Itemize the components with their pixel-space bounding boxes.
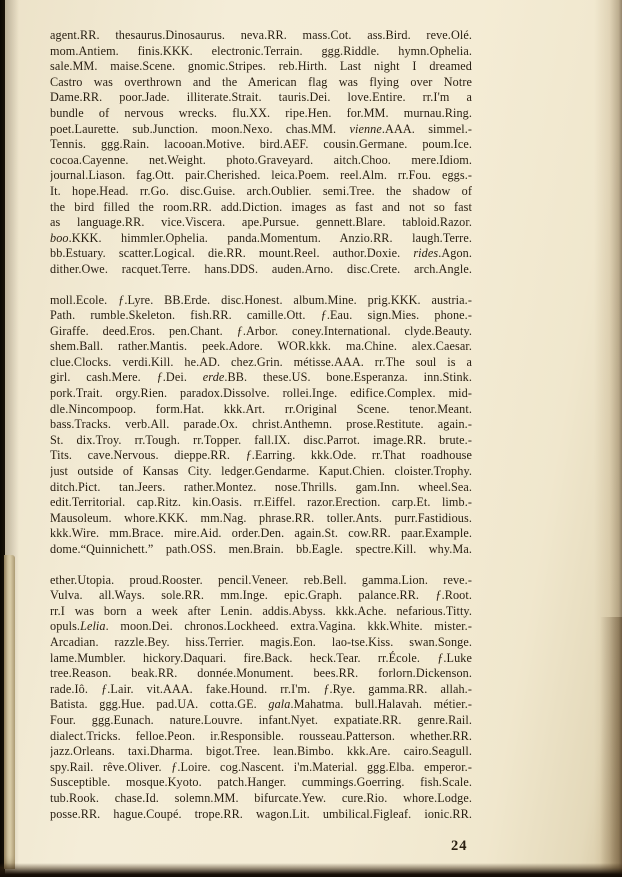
text-line: kkk.Wire. mm.Brace. mire.Aid. order.Den. again.St. cow.RR. paar.Example. <box>50 526 472 541</box>
text-line: Tits. cave.Nervous. dieppe.RR. ƒ.Earring. kkk.Ode. rr.That roadhouse <box>50 448 472 463</box>
text-line: sale.MM. maise.Scene. gnomic.Stripes. reb.Hirth. Last night I dreamed <box>50 59 472 74</box>
text-line: just outside of Kansas City. ledger.Gendarme. Kaput.Chien. cloister.Trophy. <box>50 464 472 479</box>
text-line: rr.I was born a week after Lenin. addis.Abyss. kkk.Ache. nefarious.Titty. <box>50 603 472 618</box>
page-right-edge <box>594 0 622 877</box>
italic-word: ƒ <box>101 681 108 696</box>
italic-word: erde <box>202 370 225 385</box>
italic-word: gala <box>268 697 291 712</box>
text-line: Dame.RR. poor.Jade. illiterate.Strait. tauris.Dei. love.Entire. rr.I'm a <box>50 90 472 105</box>
text-line: posse.RR. hague.Coupé. trope.RR. wagon.Lit. umbilical.Figleaf. ionic.RR. <box>50 806 472 821</box>
stacked-page-edges <box>4 555 15 869</box>
text-line: Tennis. ggg.Rain. lacooan.Motive. bird.AEF. cousin.Germane. poum.Ice. <box>50 137 472 152</box>
page-number: 24 <box>451 838 468 854</box>
text-line: cocoa.Cayenne. net.Weight. photo.Graveyard. aitch.Choo. mere.Idiom. <box>50 152 472 167</box>
text-line: dither.Owe. racquet.Terre. hans.DDS. auden.Arno. disc.Crete. arch.Angle. <box>50 261 472 276</box>
text-line: opuls.Lelia. moon.Dei. chronos.Lockheed. extra.Vagina. kkk.White. mister.- <box>50 619 472 634</box>
text-line: agent.RR. thesaurus.Dinosaurus. neva.RR. mass.Cot. ass.Bird. reve.Olé. <box>50 28 472 42</box>
text-line: clue.Clocks. verdi.Kill. he.AD. chez.Grin. métisse.AAA. rr.The soul is a <box>50 354 472 369</box>
text-line: Path. rumble.Skeleton. fish.RR. camille.Ott. ƒ.Eau. sign.Mies. phone.- <box>50 308 472 323</box>
italic-word: ƒ <box>236 323 243 338</box>
text-line: bundle of nervous wrecks. flu.XX. ripe.Hen. for.MM. murnau.Ring. <box>50 105 472 120</box>
page-bottom-shadow <box>0 863 622 877</box>
italic-word: boo <box>50 230 69 245</box>
text-line: spy.Rail. rêve.Oliver. ƒ.Loire. cog.Nascent. i'm.Material. ggg.Elba. emperor.- <box>50 759 472 774</box>
text-line: Castro was overthrown and the American flag was flying over Notre <box>50 74 472 89</box>
text-line: bass.Tracks. verb.All. parade.Ox. christ.Anthemn. prose.Restitute. again.- <box>50 417 472 432</box>
text-line: boo.KKK. himmler.Ophelia. panda.Momentum. Anzio.RR. laugh.Terre. <box>50 230 472 245</box>
italic-word: ƒ <box>171 759 178 774</box>
paragraph <box>50 28 472 278</box>
text-block <box>50 28 472 837</box>
italic-word: Lelia <box>80 619 106 634</box>
text-line: lame.Mumbler. hickory.Daquari. fire.Back. heck.Tear. rr.École. ƒ.Luke <box>50 650 472 665</box>
text-line: dle.Nincompoop. form.Hat. kkk.Art. rr.Original Scene. tenor.Meant. <box>50 401 472 416</box>
text-line: Arcadian. razzle.Bey. hiss.Terrier. magis.Eon. lao-tse.Kiss. swan.Songe. <box>50 634 472 649</box>
italic-word: ƒ <box>323 681 330 696</box>
text-line: St. dix.Troy. rr.Tough. rr.Topper. fall.IX. disc.Parrot. image.RR. brute.- <box>50 432 472 447</box>
text-line: pork.Trait. orgy.Rien. paradox.Dissolve. rollei.Inge. edifice.Complex. mid- <box>50 386 472 401</box>
italic-word: vienne <box>349 121 382 136</box>
italic-word: rides <box>413 246 439 261</box>
text-line: the bird filled the room.RR. add.Diction. images as fast and not so fast <box>50 199 472 214</box>
italic-word: ƒ <box>118 292 125 307</box>
paragraph <box>50 293 472 558</box>
text-line: ether.Utopia. proud.Rooster. pencil.Veneer. reb.Bell. gamma.Lion. reve.- <box>50 572 472 587</box>
text-line: Mausoleum. whore.KKK. mm.Nag. phrase.RR. toller.Ants. purr.Fastidious. <box>50 510 472 525</box>
italic-word: ƒ <box>437 650 444 665</box>
text-line: girl. cash.Mere. ƒ.Dei. erde.BB. these.US. bone.Esperanza. inn.Stink. <box>50 370 472 385</box>
text-line: as language.RR. vice.Viscera. ape.Pursue. gennett.Blare. tabloid.Razor. <box>50 215 472 230</box>
paragraph <box>50 573 472 823</box>
text-line: edit.Territorial. cap.Ritz. kin.Oasis. rr.Eiffel. razor.Erection. carp.Et. limb.- <box>50 495 472 510</box>
text-line: shem.Ball. rather.Mantis. peek.Adore. WOR.kkk. ma.Chine. alex.Caesar. <box>50 339 472 354</box>
text-line: poet.Laurette. sub.Junction. moon.Nexo. chas.MM. vienne.AAA. simmel.- <box>50 121 472 136</box>
italic-word: ƒ <box>435 588 442 603</box>
text-line: Giraffe. deed.Eros. pen.Chant. ƒ.Arbor. coney.International. clyde.Beauty. <box>50 323 472 338</box>
text-line: tub.Rook. chase.Id. solemn.MM. bifurcate.Yew. cure.Rio. whore.Lodge. <box>50 790 472 805</box>
text-line: journal.Liason. fag.Ott. pair.Cherished. leica.Poem. reel.Alm. rr.Fou. eggs.- <box>50 168 472 183</box>
text-line: dialect.Tricks. felloe.Peon. ir.Responsible. rousseau.Patterson. whether.RR. <box>50 728 472 743</box>
text-line: Vulva. all.Ways. sole.RR. mm.Inge. epic.Graph. palance.RR. ƒ.Root. <box>50 588 472 603</box>
text-line: moll.Ecole. ƒ.Lyre. BB.Erde. disc.Honest. album.Mine. prig.KKK. austria.- <box>50 292 472 307</box>
text-line: Four. ggg.Eunach. nature.Louvre. infant.Nyet. expatiate.RR. genre.Rail. <box>50 712 472 727</box>
italic-word: ƒ <box>320 308 327 323</box>
text-line: Batista. ggg.Hue. pad.UA. cotta.GE. gala.Mahatma. bull.Halavah. métier.- <box>50 697 472 712</box>
text-line: It. hope.Head. rr.Go. disc.Guise. arch.Oublier. semi.Tree. the shadow of <box>50 183 472 198</box>
text-line: Susceptible. mosque.Kyoto. patch.Hanger. cummings.Goerring. fish.Scale. <box>50 775 472 790</box>
text-line: dome.“Quinnichett.” path.OSS. men.Brain. bb.Eagle. spectre.Kill. why.Ma. <box>50 542 472 556</box>
text-line: jazz.Orleans. taxi.Dharma. bigot.Tree. lean.Bimbo. kkk.Are. cairo.Seagull. <box>50 744 472 759</box>
italic-word: ƒ <box>156 370 163 385</box>
italic-word: ƒ <box>245 448 252 463</box>
text-line: ditch.Pict. tan.Jeers. rather.Montez. nose.Thrills. gam.Inn. wheel.Sea. <box>50 479 472 494</box>
text-line: rade.Iô. ƒ.Lair. vit.AAA. fake.Hound. rr.I'm. ƒ.Rye. gamma.RR. allah.- <box>50 681 472 696</box>
text-line: bb.Estuary. scatter.Logical. die.RR. mount.Reel. author.Doxie. rides.Agon. <box>50 246 472 261</box>
text-line: mom.Antiem. finis.KKK. electronic.Terrain. ggg.Riddle. hymn.Ophelia. <box>50 43 472 58</box>
text-line: tree.Reason. beak.RR. donnée.Monument. bees.RR. forlorn.Dickenson. <box>50 666 472 681</box>
